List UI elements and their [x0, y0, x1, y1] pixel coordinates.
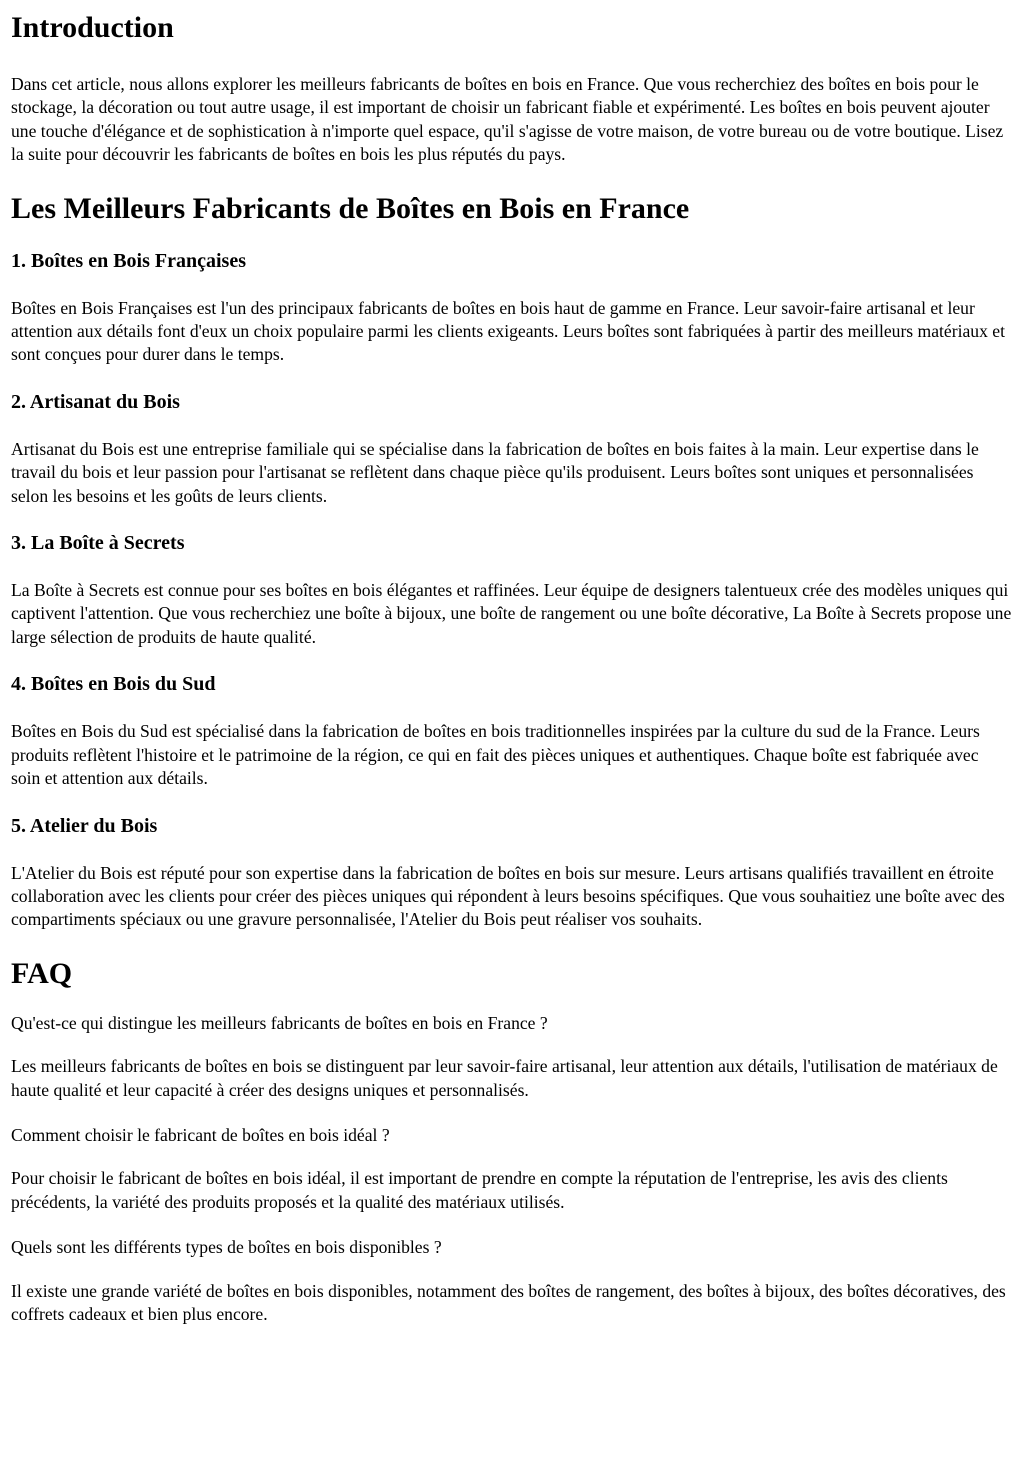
section-paragraph: Boîtes en Bois du Sud est spécialisé dans la fabrication de boîtes en bois traditionnelles inspirées par la culture du sud de la France. Leurs produits reflètent l'histoire et le patrimoine de la région, ce qui en fait des pièces uniques et authentiques. Chaque boîte est fabriquée avec soin et attention aux détails.	[11, 721, 980, 789]
section-title: 3. La Boîte à Secrets	[11, 532, 185, 555]
section-title: 4. Boîtes en Bois du Sud	[11, 673, 216, 696]
section-title: 5. Atelier du Bois	[11, 814, 158, 837]
section-paragraph: L'Atelier du Bois est réputé pour son expertise dans la fabrication de boîtes en bois sur mesure. Leurs artisans qualifiés travaillent en étroite collaboration avec les clients pour créer des pièces uniques qui répondent à leurs besoins spécifiques. Que vous souhaitiez une boîte avec des compartiments spéciaux ou une gravure personnalisée, l'Atelier du Bois peut réaliser vos souhaits.	[11, 862, 1005, 930]
faq-answer: Les meilleurs fabricants de boîtes en bois se distinguent par leur savoir-faire artisanal, leur attention aux détails, l'utilisation de matériaux de haute qualité et leur capacité à créer des designs uniques et personnalisés.	[11, 1056, 998, 1100]
faq-answer: Pour choisir le fabricant de boîtes en bois idéal, il est important de prendre en compte la réputation de l'entreprise, les avis des clients précédents, la variété des produits proposés et la qualité des matériaux utilisés.	[11, 1168, 948, 1212]
section-paragraph: Boîtes en Bois Françaises est l'un des principaux fabricants de boîtes en bois haut de gamme en France. Leur savoir-faire artisanal et leur attention aux détails font d'eux un choix populaire parmi les clients exigeants. Leurs boîtes sont fabriquées à partir des meilleurs matériaux et sont conçues pour durer dans le temps.	[11, 297, 1005, 365]
section-paragraph: Artisanat du Bois est une entreprise familiale qui se spécialise dans la fabrication de boîtes en bois faites à la main. Leur expertise dans le travail du bois et leur passion pour l'artisanat se reflètent dans chaque pièce qu'ils produisent. Leurs boîtes sont uniques et personnalisées selon les besoins et les goûts de leurs clients.	[11, 438, 979, 506]
article	[0, 10, 1024, 1326]
section-title: 2. Artisanat du Bois	[11, 390, 180, 413]
faq-answer: Il existe une grande variété de boîtes en bois disponibles, notamment des boîtes de rangement, des boîtes à bijoux, des boîtes décoratives, des coffrets cadeaux et bien plus encore.	[11, 1280, 1006, 1324]
main-heading: Les Meilleurs Fabricants de Boîtes en Bois en France	[11, 191, 690, 225]
faq-question: Comment choisir le fabricant de boîtes en bois idéal ?	[11, 1124, 390, 1145]
faq-question: Qu'est-ce qui distingue les meilleurs fabricants de boîtes en bois en France ?	[11, 1012, 548, 1033]
intro-paragraph: Dans cet article, nous allons explorer les meilleurs fabricants de boîtes en bois en France. Que vous recherchiez des boîtes en bois pour le stockage, la décoration ou tout autre usage, il est important de choisir un fabricant fiable et expérimenté. Les boîtes en bois peuvent ajouter une touche d'élégance et de sophistication à n'importe quel espace, qu'il s'agisse de votre maison, de votre bureau ou de votre boutique. Lisez la suite pour découvrir les fabricants de boîtes en bois les plus réputés du pays.	[11, 74, 1004, 165]
section-paragraph: La Boîte à Secrets est connue pour ses boîtes en bois élégantes et raffinées. Leur équipe de designers talentueux crée des modèles uniques qui captivent l'attention. Que vous recherchiez une boîte à bijoux, une boîte de rangement ou une boîte décorative, La Boîte à Secrets propose une large sélection de produits de haute qualité.	[11, 580, 1012, 647]
faq-heading: FAQ	[11, 956, 73, 990]
faq-question: Quels sont les différents types de boîtes en bois disponibles ?	[11, 1237, 442, 1258]
intro-heading: Introduction	[11, 11, 174, 44]
section-title: 1. Boîtes en Bois Françaises	[11, 249, 246, 272]
